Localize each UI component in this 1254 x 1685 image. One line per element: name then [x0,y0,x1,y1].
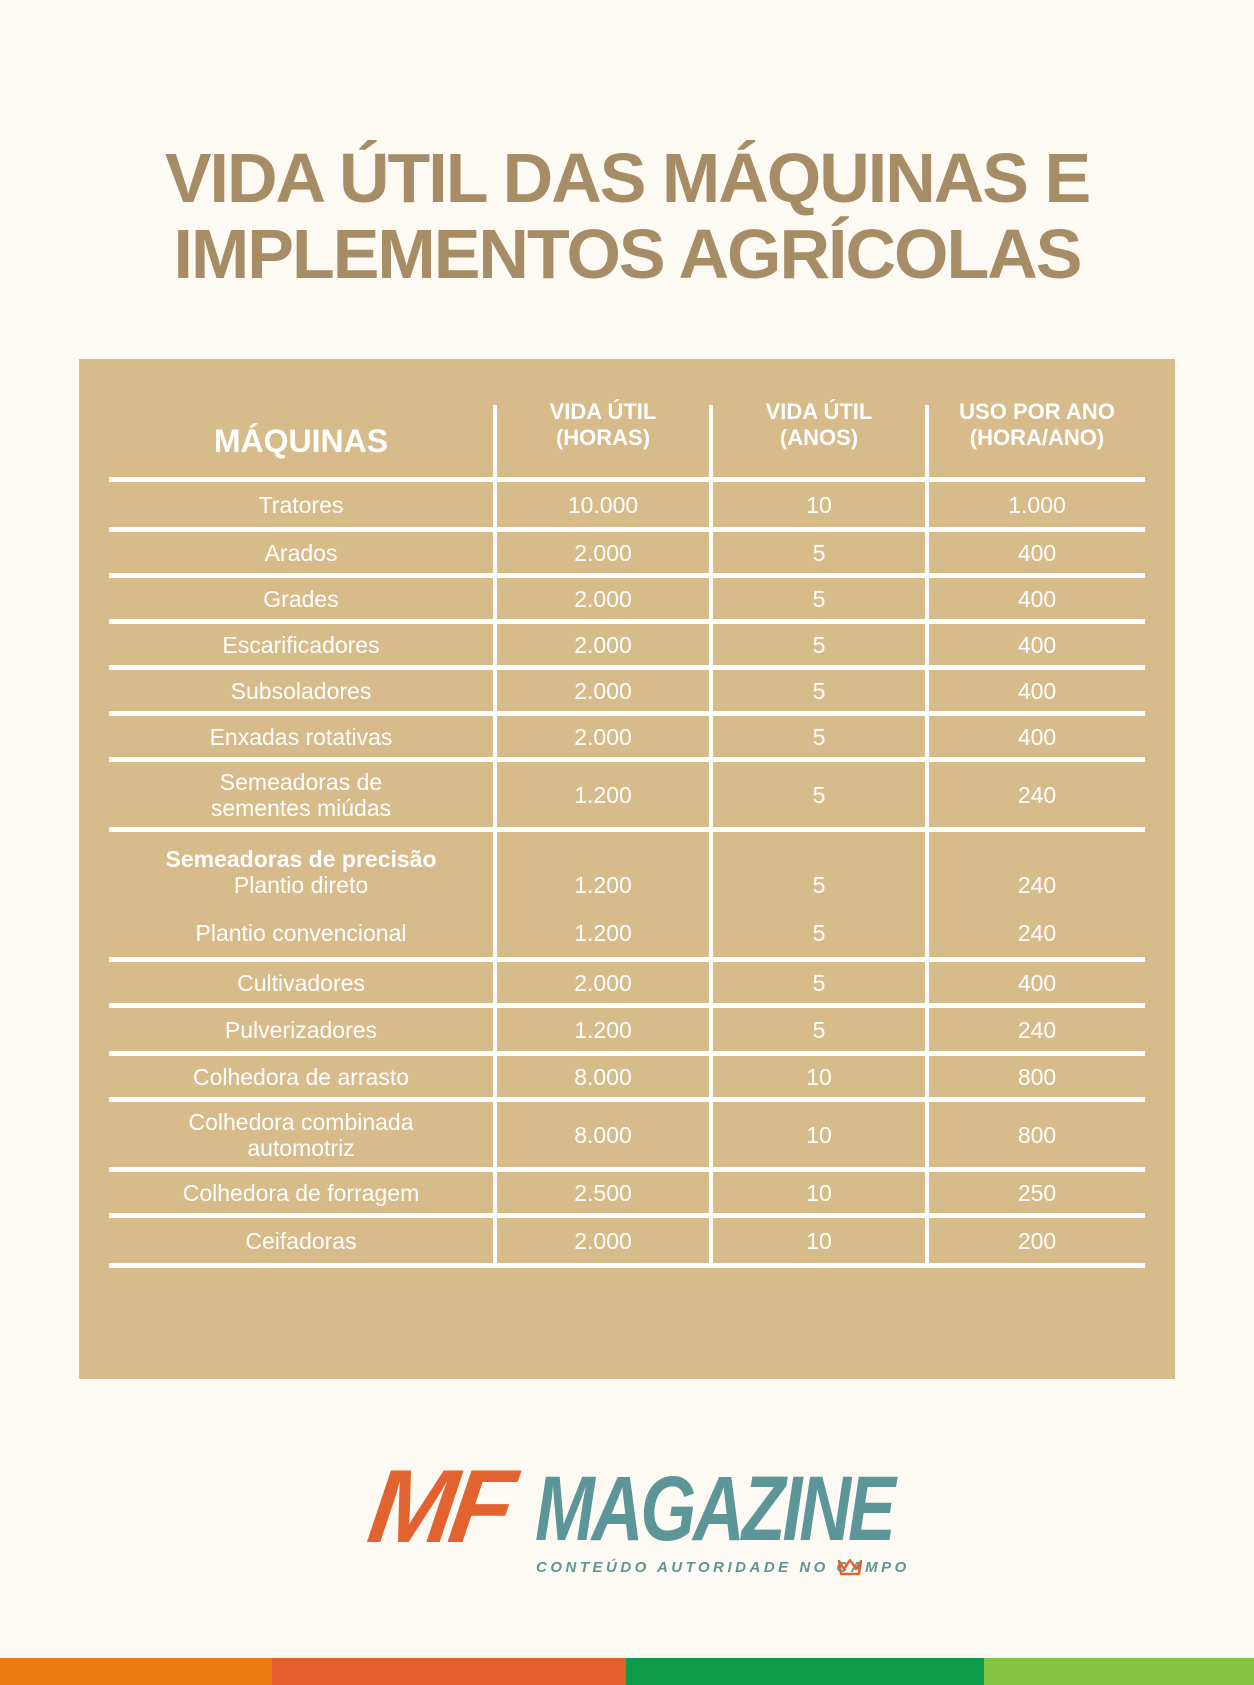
cell-line: Subsoladores [230,677,372,704]
title-line-1: VIDA ÚTIL DAS MÁQUINAS E [164,139,1090,217]
cell-life-hours [493,1218,709,1263]
cell-line: Semeadoras de [219,768,383,795]
header-use-per-year: USO POR ANO (HORA/ANO) [925,405,1145,477]
cell-line: 250 [1017,1179,1057,1206]
cell-line: 1.000 [1008,491,1066,518]
table-row [109,670,1145,716]
cell-use-per-year [925,716,1145,757]
page-title [0,140,1254,292]
cell-life-hours [493,624,709,665]
cell-line: Ceifadoras [245,1227,357,1254]
cell-use-per-year [925,832,1145,957]
title-line-2: IMPLEMENTOS AGRÍCOLAS [173,215,1081,293]
table-row [109,716,1145,762]
cell-line: 10.000 [567,491,639,518]
cell-line: 1.200 [574,872,632,898]
cell-line: Colhedora combinada [188,1108,414,1135]
cell-line: 400 [1017,539,1057,566]
cell-line: 5 [812,631,826,658]
cell-line: 400 [1017,723,1057,750]
cell-machine [109,1008,493,1051]
cell-line: Plantio direto [233,872,369,898]
cell-use-per-year [925,482,1145,527]
cell-line: 240 [1017,1016,1057,1043]
cell-life-years [709,532,925,573]
footer-stripe [0,1658,272,1685]
footer-stripe [272,1658,626,1685]
cell-line: Tratores [258,491,344,518]
cell-line: 800 [1017,1121,1057,1148]
table-panel [79,359,1175,1379]
cell-line: Arados [264,539,338,566]
cell-life-years [709,762,925,827]
cell-line: 800 [1017,1063,1057,1090]
cell-line: 1.200 [574,781,632,808]
cell-use-per-year [925,1218,1145,1263]
cell-use-per-year [925,624,1145,665]
cell-machine [109,762,493,827]
cell-line: 5 [812,920,826,946]
crown-icon [837,1558,863,1576]
cell-life-years [709,832,925,957]
cell-life-years [709,1218,925,1263]
cell-line: 400 [1017,677,1057,704]
logo-mf: MF [361,1449,517,1565]
cell-line: 2.000 [574,631,632,658]
cell-line: Semeadoras de precisão [165,846,437,872]
cell-life-hours [493,832,709,957]
logo-tagline: CONTEÚDO AUTORIDADE NO CAMPO [536,1559,910,1576]
table-row [109,1172,1145,1218]
cell-line: 5 [812,677,826,704]
cell-life-years [709,1172,925,1213]
cell-machine [109,578,493,619]
cell-use-per-year [925,962,1145,1003]
cell-line: 10 [806,1121,832,1148]
cell-line: 2.000 [574,1227,632,1254]
cell-life-years [709,1102,925,1167]
cell-line: 5 [812,539,826,566]
cell-line: sementes miúdas [210,794,392,821]
lifespan-table [109,399,1145,1268]
cell-use-per-year [925,532,1145,573]
cell-line: 5 [812,723,826,750]
cell-line: 8.000 [574,1063,632,1090]
table-row [109,962,1145,1008]
footer-stripe [984,1658,1254,1685]
mf-magazine-logo [361,1449,910,1582]
header-life-years: VIDA ÚTIL (ANOS) [709,405,925,477]
cell-line: 1.200 [574,1016,632,1043]
table-row [109,1008,1145,1056]
table-row [109,832,1145,962]
cell-line: Cultivadores [237,969,365,996]
cell-use-per-year [925,670,1145,711]
footer-stripe [626,1658,984,1685]
cell-life-hours [493,1172,709,1213]
cell-life-hours [493,962,709,1003]
cell-machine [109,1172,493,1213]
cell-line: Colhedora de arrasto [192,1063,410,1090]
cell-life-years [709,1056,925,1097]
cell-line: Plantio convencional [195,920,407,946]
cell-use-per-year [925,1056,1145,1097]
cell-life-hours [493,716,709,757]
cell-line: 2.000 [574,723,632,750]
cell-life-years [709,1008,925,1051]
cell-life-years [709,482,925,527]
cell-line: 2.000 [574,585,632,612]
cell-life-years [709,962,925,1003]
cell-line: Enxadas rotativas [209,723,393,750]
cell-line: 240 [1017,872,1057,898]
cell-machine [109,532,493,573]
cell-line: 200 [1017,1227,1057,1254]
cell-line: Colhedora de forragem [182,1179,420,1206]
cell-line: 240 [1017,920,1057,946]
cell-line: 400 [1017,631,1057,658]
table-header-row [109,399,1145,482]
cell-line: 2.500 [574,1179,632,1206]
header-machines: MÁQUINAS [213,423,389,459]
cell-line: 10 [806,1179,832,1206]
cell-life-hours [493,482,709,527]
cell-line: 5 [812,872,826,898]
cell-machine [109,670,493,711]
cell-machine [109,482,493,527]
table-row [109,1102,1145,1172]
cell-line: 1.200 [574,920,632,946]
cell-line: 2.000 [574,539,632,566]
cell-life-years [709,578,925,619]
table-row [109,1218,1145,1268]
cell-life-years [709,624,925,665]
cell-machine [109,962,493,1003]
cell-line: 5 [812,585,826,612]
logo-magazine: MAGAZINE [535,1458,893,1560]
cell-use-per-year [925,762,1145,827]
cell-machine [109,1102,493,1167]
cell-use-per-year [925,578,1145,619]
cell-life-hours [493,532,709,573]
cell-line: 5 [812,781,826,808]
cell-line: 5 [812,1016,826,1043]
cell-line: 2.000 [574,677,632,704]
cell-line: Pulverizadores [224,1016,378,1043]
cell-machine [109,716,493,757]
cell-machine [109,1218,493,1263]
cell-line: 240 [1017,781,1057,808]
table-row [109,578,1145,624]
cell-line: 400 [1017,585,1057,612]
cell-line: 10 [806,1063,832,1090]
cell-line: Escarificadores [222,631,380,658]
cell-life-hours [493,578,709,619]
table-row [109,532,1145,578]
cell-line: Grades [263,585,339,612]
cell-use-per-year [925,1172,1145,1213]
table-row [109,624,1145,670]
cell-life-hours [493,762,709,827]
cell-line: 10 [806,1227,832,1254]
header-life-hours: VIDA ÚTIL (HORAS) [493,405,709,477]
table-row [109,762,1145,832]
cell-line: 10 [806,491,832,518]
cell-line: automotriz [247,1134,355,1161]
cell-machine [109,1056,493,1097]
cell-use-per-year [925,1008,1145,1051]
cell-life-hours [493,1056,709,1097]
footer-stripes [0,1658,1254,1685]
cell-life-hours [493,670,709,711]
cell-life-years [709,716,925,757]
cell-life-hours [493,1102,709,1167]
cell-life-years [709,670,925,711]
cell-machine [109,624,493,665]
cell-line: 8.000 [574,1121,632,1148]
cell-use-per-year [925,1102,1145,1167]
cell-life-hours [493,1008,709,1051]
table-row [109,1056,1145,1102]
cell-line: 5 [812,969,826,996]
cell-line: 2.000 [574,969,632,996]
cell-machine [109,832,493,957]
table-row [109,482,1145,532]
cell-line: 400 [1017,969,1057,996]
